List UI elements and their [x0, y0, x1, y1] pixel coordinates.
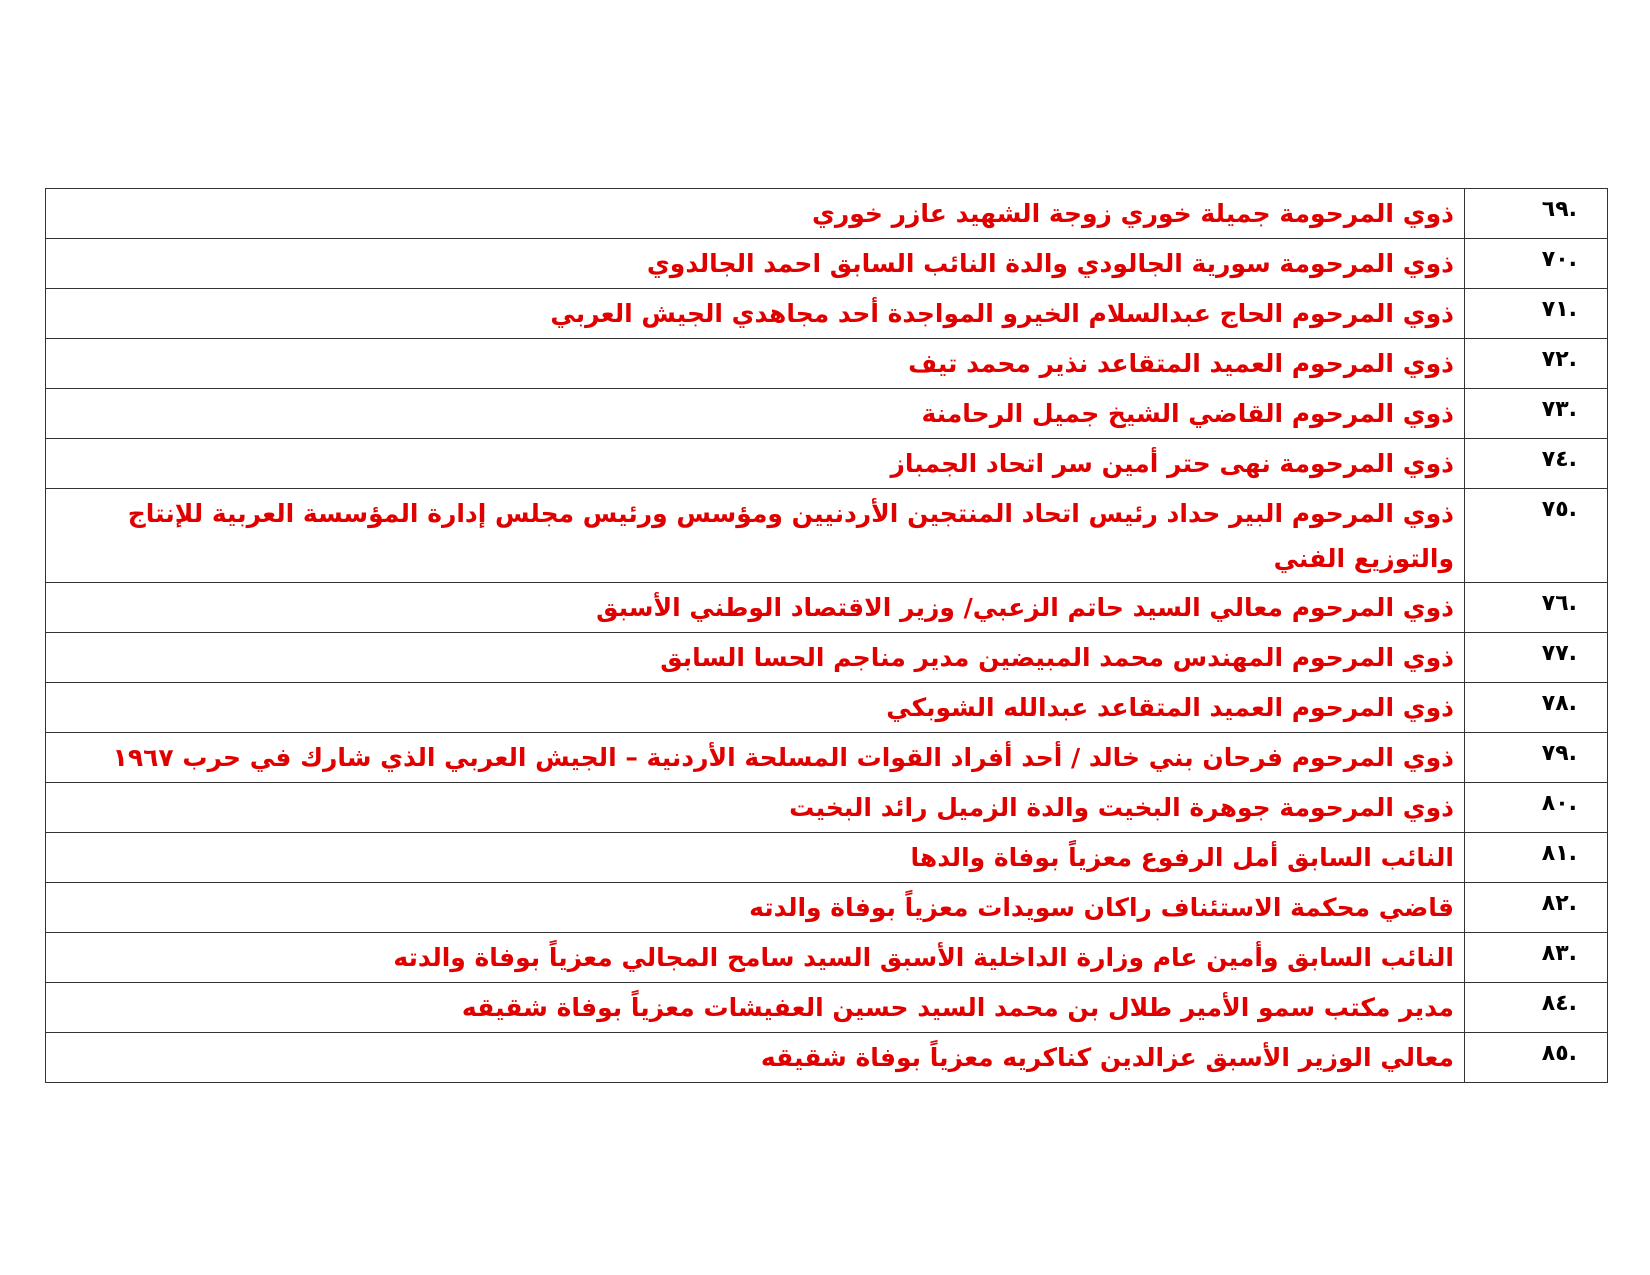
table-row: [46, 189, 1608, 239]
row-text: ذوي المرحوم القاضي الشيخ جميل الرحامنة: [46, 389, 1465, 439]
table-row: [46, 439, 1608, 489]
row-number: .٨٠: [1465, 783, 1608, 833]
row-text: ذوي المرحوم البير حداد رئيس اتحاد المنتجين الأردنيين ومؤسس ورئيس مجلس إدارة المؤسسة العربية للإنتاج والتوزيع الفني: [46, 489, 1465, 583]
row-number: .٧٧: [1465, 633, 1608, 683]
row-number: .٧٤: [1465, 439, 1608, 489]
condolence-table: [45, 188, 1608, 1083]
table-row: [46, 883, 1608, 933]
row-number: .٧١: [1465, 289, 1608, 339]
row-number: .٧٠: [1465, 239, 1608, 289]
table-row: [46, 733, 1608, 783]
row-number: .٨٤: [1465, 983, 1608, 1033]
table-row: [46, 1033, 1608, 1083]
table-row: [46, 983, 1608, 1033]
table-row: [46, 389, 1608, 439]
row-text: ذوي المرحومة جميلة خوري زوجة الشهيد عازر خوري: [46, 189, 1465, 239]
row-text: النائب السابق أمل الرفوع معزياً بوفاة والدها: [46, 833, 1465, 883]
table-row: [46, 583, 1608, 633]
table-row: [46, 339, 1608, 389]
table-row: [46, 633, 1608, 683]
row-text: ذوي المرحومة سورية الجالودي والدة النائب السابق احمد الجالدوي: [46, 239, 1465, 289]
row-text: ذوي المرحوم الحاج عبدالسلام الخيرو المواجدة أحد مجاهدي الجيش العربي: [46, 289, 1465, 339]
row-text: ذوي المرحوم العميد المتقاعد نذير محمد تيف: [46, 339, 1465, 389]
row-number: .٨١: [1465, 833, 1608, 883]
row-number: .٧٨: [1465, 683, 1608, 733]
row-number: .٧٩: [1465, 733, 1608, 783]
row-text: ذوي المرحوم المهندس محمد المبيضين مدير مناجم الحسا السابق: [46, 633, 1465, 683]
row-number: .٧٣: [1465, 389, 1608, 439]
row-text: قاضي محكمة الاستئناف راكان سويدات معزياً بوفاة والدته: [46, 883, 1465, 933]
table-row: [46, 783, 1608, 833]
row-text: ذوي المرحومة جوهرة البخيت والدة الزميل رائد البخيت: [46, 783, 1465, 833]
row-text: ذوي المرحوم فرحان بني خالد / أحد أفراد القوات المسلحة الأردنية – الجيش العربي الذي شارك في حرب ١٩٦٧: [46, 733, 1465, 783]
table-row: [46, 489, 1608, 583]
row-text: ذوي المرحوم معالي السيد حاتم الزعبي/ وزير الاقتصاد الوطني الأسبق: [46, 583, 1465, 633]
row-text: ذوي المرحوم العميد المتقاعد عبدالله الشوبكي: [46, 683, 1465, 733]
row-text: النائب السابق وأمين عام وزارة الداخلية الأسبق السيد سامح المجالي معزياً بوفاة والدته: [46, 933, 1465, 983]
row-text: ذوي المرحومة نهى حتر أمين سر اتحاد الجمباز: [46, 439, 1465, 489]
condolence-list-sheet: [45, 188, 1608, 1083]
row-number: .٧٥: [1465, 489, 1608, 583]
table-row: [46, 239, 1608, 289]
table-row: [46, 933, 1608, 983]
row-number: .٨٣: [1465, 933, 1608, 983]
table-row: [46, 683, 1608, 733]
row-text: معالي الوزير الأسبق عزالدين كناكريه معزياً بوفاة شقيقه: [46, 1033, 1465, 1083]
row-number: .٧٦: [1465, 583, 1608, 633]
table-row: [46, 833, 1608, 883]
row-number: .٧٢: [1465, 339, 1608, 389]
row-text: مدير مكتب سمو الأمير طلال بن محمد السيد حسين العفيشات معزياً بوفاة شقيقه: [46, 983, 1465, 1033]
row-number: .٦٩: [1465, 189, 1608, 239]
row-number: .٨٥: [1465, 1033, 1608, 1083]
row-number: .٨٢: [1465, 883, 1608, 933]
table-row: [46, 289, 1608, 339]
